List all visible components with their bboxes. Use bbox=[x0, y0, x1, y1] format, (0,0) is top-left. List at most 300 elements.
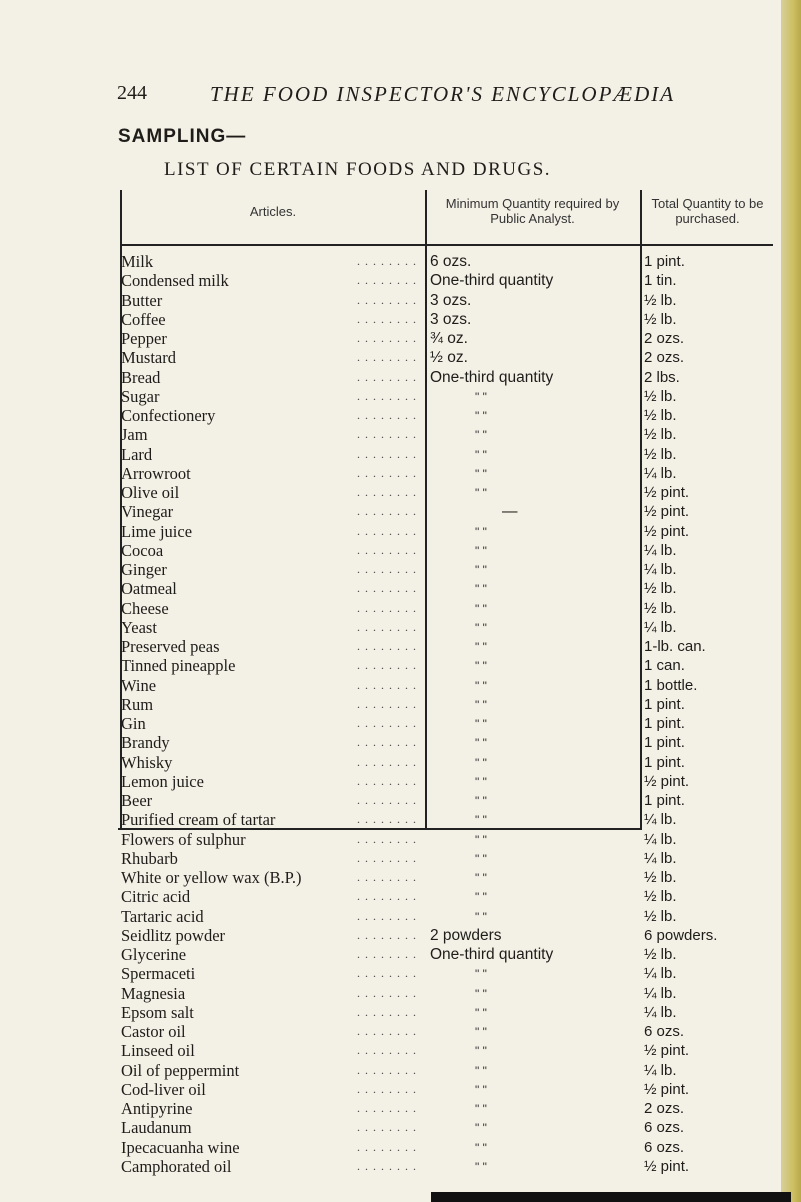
bottom-edge-bar bbox=[431, 1192, 791, 1202]
minimum-quantity: " " bbox=[475, 601, 487, 616]
total-quantity-column bbox=[644, 252, 774, 1176]
table-row-minimum bbox=[430, 291, 635, 310]
table-row-minimum bbox=[430, 618, 635, 637]
total-quantity: ½ lb. bbox=[644, 888, 677, 906]
table-row-article bbox=[121, 522, 421, 541]
minimum-quantity: " " bbox=[475, 563, 487, 577]
dot-leader: . . . . . . . . bbox=[357, 388, 417, 403]
article-name: Yeast bbox=[121, 617, 157, 637]
table-row-total bbox=[644, 849, 774, 868]
minimum-quantity: " " bbox=[475, 755, 487, 770]
column-divider bbox=[640, 190, 642, 830]
minimum-quantity: " " bbox=[475, 1005, 487, 1020]
article-name: Preserved peas bbox=[121, 637, 220, 656]
table-row-article bbox=[121, 348, 421, 367]
minimum-quantity: " " bbox=[475, 640, 487, 654]
table-row-article bbox=[121, 1118, 421, 1137]
total-quantity: ½ lb. bbox=[644, 907, 677, 925]
article-name: Wine bbox=[121, 675, 157, 695]
minimum-quantity: " " bbox=[475, 697, 487, 712]
table-row-total bbox=[644, 1138, 774, 1157]
table-row-article bbox=[121, 387, 421, 406]
minimum-quantity: " " bbox=[475, 1159, 487, 1174]
table-row-total bbox=[644, 656, 774, 675]
table-row-minimum bbox=[430, 348, 635, 367]
article-name: Gin bbox=[121, 714, 146, 733]
table-row-total bbox=[644, 714, 774, 733]
table-row-article bbox=[121, 579, 421, 598]
table-row-total bbox=[644, 637, 774, 656]
table-row-total bbox=[644, 252, 774, 271]
minimum-quantity: " " bbox=[475, 447, 487, 462]
article-name: Epsom salt bbox=[121, 1002, 194, 1022]
table-row-minimum bbox=[430, 753, 635, 772]
total-quantity: ½ lb. bbox=[644, 310, 677, 328]
table-row-article bbox=[121, 1138, 421, 1157]
article-name: Beer bbox=[121, 791, 153, 810]
minimum-quantity: " " bbox=[475, 909, 487, 924]
article-name: Cheese bbox=[121, 598, 169, 618]
dot-leader: . . . . . . . . bbox=[357, 254, 417, 268]
table-row-total bbox=[644, 618, 774, 637]
table-row-article bbox=[121, 733, 421, 752]
total-quantity: ½ pint. bbox=[644, 1080, 690, 1098]
table-row-total bbox=[644, 830, 774, 849]
table-row-minimum bbox=[430, 310, 635, 329]
minimum-quantity: " " bbox=[475, 659, 487, 674]
article-name: Seidlitz powder bbox=[121, 925, 226, 945]
dot-leader: . . . . . . . . bbox=[357, 1120, 417, 1135]
dot-leader: . . . . . . . . bbox=[357, 311, 417, 326]
total-quantity: ¼ lb. bbox=[644, 965, 677, 983]
table-row-article bbox=[121, 791, 421, 810]
table-row-minimum bbox=[430, 329, 635, 348]
table-row-minimum bbox=[430, 656, 635, 675]
table-row-total bbox=[644, 926, 774, 945]
table-row-article bbox=[121, 1080, 421, 1099]
dot-leader: . . . . . . . . bbox=[357, 427, 417, 442]
table-row-minimum bbox=[430, 406, 635, 425]
article-name: Ginger bbox=[121, 560, 167, 579]
dot-leader: . . . . . . . . bbox=[357, 754, 417, 769]
article-name: Spermaceti bbox=[121, 964, 196, 984]
table-row-total bbox=[644, 695, 774, 714]
table-row-minimum bbox=[430, 733, 635, 752]
total-quantity: 6 ozs. bbox=[644, 1119, 685, 1137]
total-quantity: 6 ozs. bbox=[644, 1023, 685, 1040]
table-row-minimum bbox=[430, 579, 635, 598]
dot-leader: . . . . . . . . bbox=[357, 369, 417, 384]
dot-leader: . . . . . . . . bbox=[357, 485, 417, 499]
total-quantity: ¼ lb. bbox=[644, 811, 677, 829]
table-row-total bbox=[644, 791, 774, 810]
table-row-total bbox=[644, 329, 774, 348]
total-quantity: ¼ lb. bbox=[644, 830, 677, 848]
table-row-article bbox=[121, 502, 421, 521]
table-row-total bbox=[644, 1157, 774, 1176]
table-row-article bbox=[121, 810, 421, 829]
table-row-total bbox=[644, 348, 774, 367]
dot-leader: . . . . . . . . bbox=[357, 658, 417, 673]
table-row-total bbox=[644, 387, 774, 406]
dot-leader: . . . . . . . . bbox=[357, 696, 417, 711]
table-row-article bbox=[121, 964, 421, 983]
article-name: Linseed oil bbox=[121, 1041, 195, 1061]
total-quantity: ½ lb. bbox=[644, 291, 677, 309]
dot-leader: . . . . . . . . bbox=[357, 639, 417, 653]
total-quantity: ½ lb. bbox=[644, 946, 677, 963]
minimum-quantity: " " bbox=[475, 1102, 487, 1116]
dot-leader: . . . . . . . . bbox=[357, 1062, 417, 1077]
column-header-minimum: Minimum Quantity required by Public Analyst. bbox=[445, 196, 620, 226]
column-divider bbox=[425, 190, 427, 830]
table-row-article bbox=[121, 656, 421, 675]
article-name: White or yellow wax (B.P.) bbox=[121, 868, 302, 887]
dot-leader: . . . . . . . . bbox=[357, 581, 417, 596]
table-row-minimum bbox=[430, 368, 635, 387]
table-row-minimum bbox=[430, 560, 635, 579]
table-row-total bbox=[644, 1041, 774, 1060]
header-rule bbox=[120, 244, 773, 246]
minimum-quantity: " " bbox=[475, 1044, 487, 1059]
article-name: Jam bbox=[121, 425, 148, 445]
page-edge bbox=[781, 0, 801, 1202]
minimum-quantity: One-third quantity bbox=[430, 946, 554, 963]
article-name: Confectionery bbox=[121, 406, 216, 425]
total-quantity: ½ lb. bbox=[644, 599, 677, 617]
dot-leader: . . . . . . . . bbox=[357, 831, 417, 846]
table-row-article bbox=[121, 849, 421, 868]
table-row-minimum bbox=[430, 791, 635, 810]
article-name: Purified cream of tartar bbox=[121, 810, 276, 830]
section-title: SAMPLING— bbox=[118, 126, 247, 147]
table-row-total bbox=[644, 368, 774, 387]
table-row-minimum bbox=[430, 772, 635, 791]
table-row-article bbox=[121, 368, 421, 387]
total-quantity: ¼ lb. bbox=[644, 1061, 677, 1079]
table-row-minimum bbox=[430, 252, 635, 271]
running-title: THE FOOD INSPECTOR'S ENCYCLOPÆDIA bbox=[210, 82, 676, 106]
table-row-article bbox=[121, 695, 421, 714]
table-row-total bbox=[644, 310, 774, 329]
dot-leader: . . . . . . . . bbox=[357, 716, 417, 730]
article-name: Coffee bbox=[121, 309, 166, 329]
minimum-quantity: " " bbox=[475, 967, 487, 982]
minimum-quantity: One-third quantity bbox=[430, 368, 554, 386]
dot-leader: . . . . . . . . bbox=[357, 504, 417, 519]
table-row-minimum bbox=[430, 1118, 635, 1137]
table-row-article bbox=[121, 676, 421, 695]
table-row-article bbox=[121, 1061, 421, 1080]
minimum-quantity: " " bbox=[475, 986, 487, 1001]
table-row-article bbox=[121, 926, 421, 945]
table-row-article bbox=[121, 464, 421, 483]
page-header bbox=[0, 82, 801, 110]
table-row-total bbox=[644, 1099, 774, 1118]
article-name: Lime juice bbox=[121, 521, 193, 541]
table-row-article bbox=[121, 907, 421, 926]
table-row-minimum bbox=[430, 599, 635, 618]
minimum-quantity: One-third quantity bbox=[430, 272, 554, 290]
table-row-article bbox=[121, 599, 421, 618]
column-header-articles: Articles. bbox=[249, 204, 297, 219]
dot-leader: . . . . . . . . bbox=[357, 735, 417, 750]
minimum-quantity: " " bbox=[475, 717, 487, 731]
total-quantity: 1 pint. bbox=[644, 792, 685, 809]
table-row-total bbox=[644, 1022, 774, 1041]
table-row-total bbox=[644, 945, 774, 964]
table-row-minimum bbox=[430, 522, 635, 541]
article-name: Citric acid bbox=[121, 887, 191, 907]
table-row-minimum bbox=[430, 1041, 635, 1060]
table-row-article bbox=[121, 772, 421, 791]
table-row-article bbox=[121, 618, 421, 637]
total-quantity: 2 lbs. bbox=[644, 368, 680, 386]
total-quantity: 6 ozs. bbox=[644, 1138, 685, 1156]
article-name: Tinned pineapple bbox=[121, 656, 236, 676]
table-row-total bbox=[644, 464, 774, 483]
dot-leader: . . . . . . . . bbox=[357, 850, 417, 865]
article-name: Castor oil bbox=[121, 1022, 186, 1041]
table-row-total bbox=[644, 599, 774, 618]
dot-leader: . . . . . . . . bbox=[357, 1101, 417, 1115]
table-row-article bbox=[121, 329, 421, 348]
dot-leader: . . . . . . . . bbox=[357, 619, 417, 634]
dot-leader: . . . . . . . . bbox=[357, 273, 417, 288]
minimum-quantity: " " bbox=[475, 1082, 487, 1097]
total-quantity: 1 tin. bbox=[644, 272, 677, 290]
article-name: Rhubarb bbox=[121, 848, 178, 868]
article-name: Flowers of sulphur bbox=[121, 829, 246, 849]
minimum-quantity: " " bbox=[475, 1025, 487, 1039]
minimum-quantity: " " bbox=[475, 890, 487, 905]
article-name: Pepper bbox=[121, 329, 167, 348]
article-name: Lard bbox=[121, 444, 153, 464]
table-row-total bbox=[644, 522, 774, 541]
table-row-total bbox=[644, 483, 774, 502]
total-quantity: ¼ lb. bbox=[644, 1003, 677, 1021]
total-quantity: ½ lb. bbox=[644, 426, 677, 444]
table-row-minimum bbox=[430, 1003, 635, 1022]
minimum-quantity: " " bbox=[475, 813, 487, 828]
table-row-total bbox=[644, 772, 774, 791]
total-quantity: ½ pint. bbox=[644, 1157, 690, 1175]
minimum-quantity: " " bbox=[475, 620, 487, 635]
article-name: Glycerine bbox=[121, 945, 187, 964]
article-name: Brandy bbox=[121, 733, 170, 753]
minimum-quantity: " " bbox=[475, 486, 487, 500]
minimum-quantity: 2 powders bbox=[430, 926, 502, 944]
table-row-minimum bbox=[430, 1099, 635, 1118]
dot-leader: . . . . . . . . bbox=[357, 562, 417, 576]
table-row-total bbox=[644, 907, 774, 926]
table-row-total bbox=[644, 541, 774, 560]
table-row-total bbox=[644, 502, 774, 521]
minimum-quantity: " " bbox=[475, 851, 487, 866]
table-row-total bbox=[644, 560, 774, 579]
total-quantity: ½ pint. bbox=[644, 772, 690, 790]
minimum-quantity: " " bbox=[475, 1140, 487, 1155]
table-row-total bbox=[644, 425, 774, 444]
article-name: Oil of peppermint bbox=[121, 1060, 240, 1080]
minimum-quantity: " " bbox=[475, 794, 487, 808]
dot-leader: . . . . . . . . bbox=[357, 465, 417, 480]
total-quantity: ¼ lb. bbox=[644, 541, 677, 559]
total-quantity: ½ pint. bbox=[644, 522, 690, 540]
minimum-quantity: " " bbox=[475, 466, 487, 481]
table-row-minimum bbox=[430, 637, 635, 656]
article-name: Antipyrine bbox=[121, 1099, 193, 1118]
table-row-article bbox=[121, 560, 421, 579]
table-row-total bbox=[644, 1061, 774, 1080]
table-row-article bbox=[121, 1003, 421, 1022]
column-header-total: Total Quantity to be purchased. bbox=[651, 196, 764, 226]
table-row-article bbox=[121, 984, 421, 1003]
total-quantity: 1 pint. bbox=[644, 695, 685, 713]
dot-leader: . . . . . . . . bbox=[357, 908, 417, 923]
total-quantity: 1 can. bbox=[644, 657, 685, 675]
table-row-article bbox=[121, 714, 421, 733]
dot-leader: . . . . . . . . bbox=[357, 350, 417, 365]
total-quantity: ½ lb. bbox=[644, 580, 677, 598]
total-quantity: 1 pint. bbox=[644, 715, 685, 732]
total-quantity: 1-lb. can. bbox=[644, 638, 706, 655]
table-row-minimum bbox=[430, 695, 635, 714]
table-row-minimum bbox=[430, 830, 635, 849]
table-row-article bbox=[121, 483, 421, 502]
article-name: Lemon juice bbox=[121, 771, 204, 791]
article-name: Milk bbox=[121, 252, 154, 271]
table-row-article bbox=[121, 637, 421, 656]
sampling-table bbox=[118, 190, 773, 1176]
table-row-minimum bbox=[430, 887, 635, 906]
dot-leader: . . . . . . . . bbox=[357, 793, 417, 807]
article-name: Camphorated oil bbox=[121, 1156, 232, 1176]
table-row-total bbox=[644, 810, 774, 829]
dot-leader: . . . . . . . . bbox=[357, 966, 417, 981]
minimum-quantity: 3 ozs. bbox=[430, 291, 472, 309]
table-row-article bbox=[121, 1157, 421, 1176]
minimum-quantity: " " bbox=[475, 582, 487, 597]
minimum-quantity: ½ oz. bbox=[430, 349, 468, 367]
article-name: Vinegar bbox=[121, 502, 174, 522]
table-row-article bbox=[121, 541, 421, 560]
table-row-total bbox=[644, 271, 774, 290]
article-name: Tartaric acid bbox=[121, 906, 204, 926]
table-row-minimum bbox=[430, 984, 635, 1003]
article-name: Bread bbox=[121, 367, 161, 387]
articles-column bbox=[121, 252, 421, 1176]
table-row-total bbox=[644, 1118, 774, 1137]
table-row-total bbox=[644, 445, 774, 464]
minimum-quantity: " " bbox=[475, 543, 487, 558]
total-quantity: ¼ lb. bbox=[644, 464, 677, 482]
table-row-article bbox=[121, 1022, 421, 1041]
table-row-article bbox=[121, 252, 421, 271]
table-row-minimum bbox=[430, 387, 635, 406]
dot-leader: . . . . . . . . bbox=[357, 985, 417, 1000]
table-row-total bbox=[644, 868, 774, 887]
article-name: Oatmeal bbox=[121, 579, 177, 599]
table-row-minimum bbox=[430, 714, 635, 733]
total-quantity: ¼ lb. bbox=[644, 561, 677, 578]
table-row-minimum bbox=[430, 1157, 635, 1176]
dot-leader: . . . . . . . . bbox=[357, 889, 417, 904]
table-row-article bbox=[121, 425, 421, 444]
total-quantity: ¼ lb. bbox=[644, 849, 677, 867]
minimum-quantity: " " bbox=[475, 736, 487, 751]
table-row-minimum bbox=[430, 868, 635, 887]
table-row-total bbox=[644, 291, 774, 310]
table-row-minimum bbox=[430, 271, 635, 290]
minimum-quantity: 6 ozs. bbox=[430, 253, 472, 270]
table-row-article bbox=[121, 271, 421, 290]
minimum-quantity: ¾ oz. bbox=[430, 330, 468, 347]
dot-leader: . . . . . . . . bbox=[357, 600, 417, 615]
total-quantity: 1 pint. bbox=[644, 753, 685, 771]
table-row-article bbox=[121, 445, 421, 464]
table-row-minimum bbox=[430, 926, 635, 945]
article-name: Arrowroot bbox=[121, 463, 191, 483]
article-name: Cocoa bbox=[121, 540, 164, 560]
table-row-total bbox=[644, 676, 774, 695]
dot-leader: . . . . . . . . bbox=[357, 1158, 417, 1173]
total-quantity: 2 ozs. bbox=[644, 1100, 685, 1117]
dot-leader: . . . . . . . . bbox=[357, 542, 417, 557]
dot-leader: . . . . . . . . bbox=[357, 1081, 417, 1096]
table-row-article bbox=[121, 1041, 421, 1060]
article-name: Ipecacuanha wine bbox=[121, 1137, 240, 1157]
minimum-quantity: " " bbox=[475, 428, 487, 443]
article-name: Condensed milk bbox=[121, 271, 229, 291]
total-quantity: 1 bottle. bbox=[644, 676, 698, 694]
dot-leader: . . . . . . . . bbox=[357, 927, 417, 942]
minimum-quantity: 3 ozs. bbox=[430, 310, 472, 328]
table-row-total bbox=[644, 1080, 774, 1099]
minimum-quantity: — bbox=[502, 503, 518, 521]
total-quantity: ¼ lb. bbox=[644, 984, 677, 1002]
table-row-article bbox=[121, 945, 421, 964]
dot-leader: . . . . . . . . bbox=[357, 408, 417, 422]
total-quantity: 2 ozs. bbox=[644, 330, 685, 347]
total-quantity: ½ pint. bbox=[644, 503, 690, 521]
table-row-minimum bbox=[430, 425, 635, 444]
minimum-quantity: " " bbox=[475, 524, 487, 539]
table-row-article bbox=[121, 753, 421, 772]
table-row-total bbox=[644, 964, 774, 983]
total-quantity: 1 pint. bbox=[644, 253, 685, 270]
minimum-quantity: " " bbox=[475, 774, 487, 789]
article-name: Cod-liver oil bbox=[121, 1079, 206, 1099]
dot-leader: . . . . . . . . bbox=[357, 1024, 417, 1038]
total-quantity: 2 ozs. bbox=[644, 349, 685, 367]
minimum-quantity: " " bbox=[475, 389, 487, 404]
total-quantity: 1 pint. bbox=[644, 734, 685, 752]
total-quantity: ½ lb. bbox=[644, 445, 677, 463]
table-row-minimum bbox=[430, 1138, 635, 1157]
table-row-article bbox=[121, 1099, 421, 1118]
article-name: Rum bbox=[121, 694, 154, 714]
table-row-minimum bbox=[430, 1080, 635, 1099]
dot-leader: . . . . . . . . bbox=[357, 773, 417, 788]
article-name: Olive oil bbox=[121, 483, 180, 502]
total-quantity: ½ lb. bbox=[644, 869, 677, 886]
dot-leader: . . . . . . . . bbox=[357, 292, 417, 307]
dot-leader: . . . . . . . . bbox=[357, 947, 417, 961]
minimum-quantity: " " bbox=[475, 1063, 487, 1078]
table-row-minimum bbox=[430, 810, 635, 829]
table-row-total bbox=[644, 579, 774, 598]
